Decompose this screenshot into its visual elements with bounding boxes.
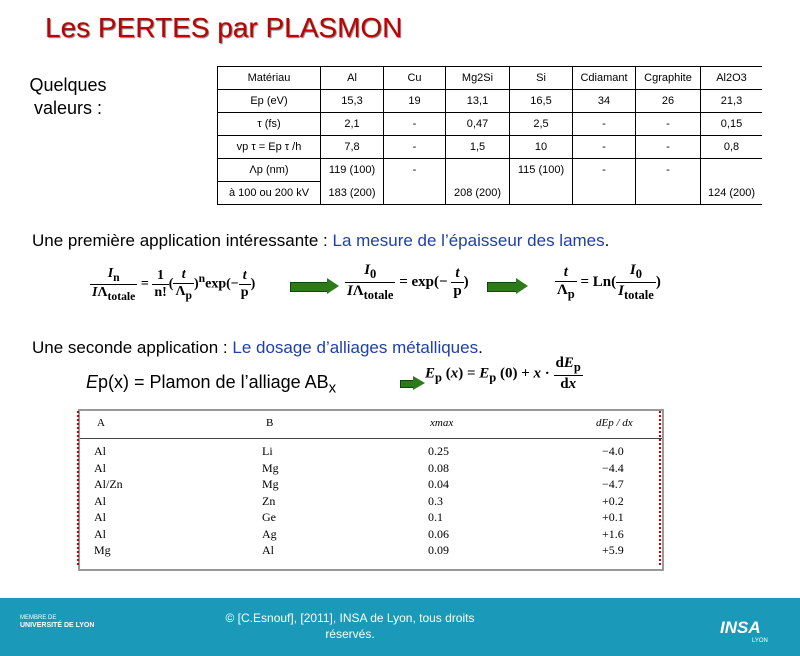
- values-table-cell: 13,1: [446, 90, 510, 113]
- values-table-header-cell: Si: [510, 67, 573, 90]
- alloy-table-cell: Al: [94, 444, 106, 458]
- values-table-cell: 119 (100): [321, 159, 384, 182]
- col-b: [262, 443, 279, 559]
- values-table-cell: 1,5: [446, 136, 510, 159]
- alloy-table-cell: −4.4: [602, 460, 624, 475]
- header-rule: [80, 438, 662, 439]
- ep-definition-text: p(x) = Plamon de l’alliage AB: [98, 372, 329, 392]
- copyright-text: © [C.Esnouf], [2011], INSA de Lyon, tous droits réservés.: [225, 611, 475, 641]
- universite-de-lyon-logo: [20, 614, 94, 630]
- alloy-table-cell: Mg: [262, 460, 279, 475]
- values-table-cell: -: [636, 136, 701, 159]
- values-table-cell: 0,8: [701, 136, 763, 159]
- values-table-cell: [384, 182, 446, 205]
- values-table-row: [218, 159, 763, 182]
- values-table-cell: -: [573, 136, 636, 159]
- alloy-table-cell: 0.09: [428, 543, 449, 557]
- first-application-prefix: Une première application intéressante :: [32, 231, 333, 250]
- col-b-header: B: [266, 417, 274, 429]
- values-table-cell: -: [573, 113, 636, 136]
- alloy-table-cell: Al: [94, 510, 106, 524]
- alloy-table-cell: +0.2: [602, 493, 624, 508]
- arrow-1: [290, 282, 328, 292]
- values-table-cell: 124 (200): [701, 182, 763, 205]
- formula-intensity-ratio: $\frac{I_n}{I\Lambda_{totale}}$ = $\frac{1}{n!}$ ( $\frac{t}{\Lambda_p}$ )$^n$exp(− $\frac{t}{p}$ ): [92, 266, 256, 303]
- values-table-cell: [510, 182, 573, 205]
- col-a: [94, 443, 123, 559]
- values-table-header-cell: Al2O3: [701, 67, 763, 90]
- alloy-table-cell: −4.0: [602, 444, 624, 458]
- alloy-table-cell: Ge: [262, 510, 276, 524]
- plasmon-values-table: [217, 66, 762, 205]
- first-application-line: [32, 231, 609, 251]
- alloy-table-cell: +5.9: [602, 543, 624, 557]
- formula-ln: $\frac{t}{\Lambda_p}$ = Ln( $\frac{I_0}{I_{totale}}$ ): [557, 262, 661, 302]
- alloy-table-cell: Mg: [94, 543, 111, 557]
- first-application-highlight: La mesure de l’épaisseur des lames: [332, 231, 605, 250]
- arrow-3-head: [413, 376, 425, 390]
- alloy-table-cell: 0.08: [428, 460, 449, 475]
- second-application-prefix: Une seconde application :: [32, 338, 233, 357]
- values-table-cell: 10: [510, 136, 573, 159]
- second-application-line: [32, 338, 483, 358]
- values-table-cell: 2,1: [321, 113, 384, 136]
- col-x-header: xmax: [430, 417, 454, 429]
- intro-text: Quelques valeurs :: [29, 75, 107, 118]
- values-table-cell: 0,47: [446, 113, 510, 136]
- values-table-cell: [701, 159, 763, 182]
- formula-exp: $\frac{I_0}{I\Lambda_{totale}}$ = exp(− $\frac{t}{p}$ ): [347, 262, 469, 302]
- values-table-cell: -: [384, 159, 446, 182]
- col-x: [428, 443, 449, 559]
- col-d-header: dEp / dx: [596, 417, 633, 429]
- values-table-cell: Ep (eV): [218, 90, 321, 113]
- values-table-cell: 0,15: [701, 113, 763, 136]
- values-table-cell: 15,3: [321, 90, 384, 113]
- alloy-table-cell: 0.04: [428, 477, 449, 491]
- values-table-cell: Λp (nm): [218, 159, 321, 182]
- arrow-2-head: [516, 278, 528, 294]
- values-table-header-cell: Al: [321, 67, 384, 90]
- arrow-1-head: [327, 278, 339, 294]
- alloy-table-cell: −4.7: [602, 477, 624, 491]
- insa-lyon-text: LYON: [752, 638, 768, 644]
- alloy-table-cell: +1.6: [602, 526, 624, 541]
- formula-ep-linear: $E_p$ $(x) = E_p$ (0) + x · $\frac{dE_p}{dx}$: [425, 355, 581, 392]
- values-table-cell: 2,5: [510, 113, 573, 136]
- values-table-cell: [636, 182, 701, 205]
- alloy-table-cell: Zn: [262, 493, 276, 508]
- values-table-row: [218, 90, 763, 113]
- values-table-cell: 21,3: [701, 90, 763, 113]
- values-table-header-cell: Cgraphite: [636, 67, 701, 90]
- first-application-suffix: .: [604, 231, 610, 250]
- red-dotted-line-left: [77, 411, 79, 565]
- alloy-table-cell: 0.1: [428, 510, 443, 524]
- alloy-table-cell: 0.3: [428, 493, 443, 508]
- values-table-cell: 208 (200): [446, 182, 510, 205]
- alloy-table-cell: 0.25: [428, 444, 449, 458]
- alloy-table-cell: Mg: [262, 477, 279, 491]
- second-application-highlight: Le dosage d’alliages métalliques: [232, 338, 479, 357]
- alloy-table-cell: Li: [262, 444, 273, 458]
- values-table-cell: 183 (200): [321, 182, 384, 205]
- alloy-table-cell: Al: [262, 543, 274, 557]
- values-table-cell: τ (fs): [218, 113, 321, 136]
- ulyon-main-text: UNIVERSITÉ DE LYON: [20, 622, 95, 629]
- values-table-cell: -: [573, 159, 636, 182]
- values-table-row: [218, 182, 763, 205]
- values-table-cell: 26: [636, 90, 701, 113]
- ep-definition-line: Ep(x) = Plamon de l’alliage $AB_x$: [86, 372, 337, 397]
- red-dotted-line-right: [659, 411, 661, 565]
- values-table-cell: 115 (100): [510, 159, 573, 182]
- values-table-cell: -: [636, 113, 701, 136]
- values-table-cell: à 100 ou 200 kV: [218, 182, 321, 205]
- col-a-header: A: [97, 417, 105, 429]
- alloy-table-cell: Al: [94, 460, 106, 475]
- values-table-row: [218, 113, 763, 136]
- values-table-cell: -: [384, 136, 446, 159]
- second-application-suffix: .: [478, 338, 483, 357]
- alloy-data-table: [78, 409, 664, 571]
- alloy-table-cell: Al/Zn: [94, 477, 123, 491]
- alloy-table-cell: Al: [94, 493, 106, 508]
- values-table-header-cell: Cdiamant: [573, 67, 636, 90]
- col-d: [602, 443, 624, 559]
- values-table-header-cell: Matériau: [218, 67, 321, 90]
- alloy-table-cell: Al: [94, 526, 106, 541]
- values-table-cell: 34: [573, 90, 636, 113]
- page-title: Les PERTES par PLASMON: [45, 12, 403, 43]
- values-table-row: [218, 136, 763, 159]
- values-table-row: [218, 67, 763, 90]
- values-table-cell: 19: [384, 90, 446, 113]
- alloy-table-cell: +0.1: [602, 510, 624, 524]
- values-table-header-cell: Cu: [384, 67, 446, 90]
- arrow-2: [487, 282, 517, 292]
- alloy-table-cell: Ag: [262, 526, 277, 541]
- insa-logo: INSA: [720, 618, 761, 637]
- values-table-cell: [446, 159, 510, 182]
- alloy-table-cell: 0.06: [428, 526, 449, 541]
- values-table-header-cell: Mg2Si: [446, 67, 510, 90]
- values-table-cell: -: [636, 159, 701, 182]
- values-table-cell: 16,5: [510, 90, 573, 113]
- values-table-cell: [573, 182, 636, 205]
- values-table-cell: -: [384, 113, 446, 136]
- values-table-cell: 7,8: [321, 136, 384, 159]
- ulyon-top-text: MEMBRE DE: [20, 615, 57, 621]
- values-table-cell: vp τ = Ep τ /h: [218, 136, 321, 159]
